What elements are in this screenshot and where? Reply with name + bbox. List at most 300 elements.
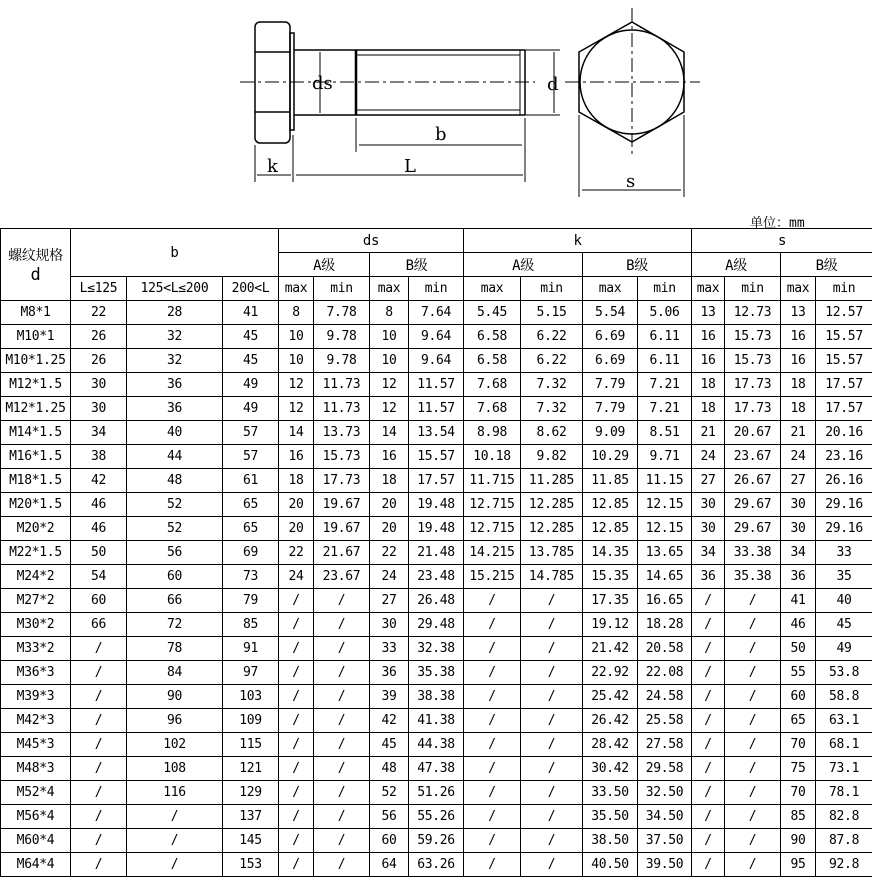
- table-cell: 10: [370, 349, 409, 373]
- table-cell: 90: [781, 829, 816, 853]
- table-row: [1, 349, 872, 373]
- table-cell: 17.57: [816, 397, 872, 421]
- table-cell: /: [725, 685, 781, 709]
- table-cell: 5.15: [521, 301, 583, 325]
- table-cell: /: [314, 709, 370, 733]
- thread-spec-cell: M48*3: [1, 757, 71, 781]
- table-cell: 7.32: [521, 397, 583, 421]
- thread-spec-cell: M12*1.5: [1, 373, 71, 397]
- table-cell: /: [71, 805, 127, 829]
- table-cell: 73: [223, 565, 279, 589]
- header-b-col-2: 125<L≤200: [127, 277, 223, 301]
- table-cell: 8: [279, 301, 314, 325]
- table-cell: 32: [127, 325, 223, 349]
- table-cell: 12.285: [521, 517, 583, 541]
- table-cell: 55.26: [409, 805, 464, 829]
- table-cell: /: [521, 733, 583, 757]
- table-cell: 64: [370, 853, 409, 877]
- table-cell: 8.98: [464, 421, 521, 445]
- table-cell: 63.1: [816, 709, 872, 733]
- thread-spec-cell: M60*4: [1, 829, 71, 853]
- table-cell: /: [279, 853, 314, 877]
- table-cell: 9.82: [521, 445, 583, 469]
- table-cell: 70: [781, 781, 816, 805]
- table-cell: 56: [127, 541, 223, 565]
- table-cell: 11.715: [464, 469, 521, 493]
- table-cell: 103: [223, 685, 279, 709]
- table-cell: 59.26: [409, 829, 464, 853]
- bolt-top-view: [565, 8, 700, 197]
- table-cell: 23.16: [816, 445, 872, 469]
- header-k-grade-b: B级: [583, 253, 692, 277]
- table-cell: 12: [370, 373, 409, 397]
- table-cell: 9.71: [638, 445, 692, 469]
- table-cell: /: [464, 757, 521, 781]
- table-cell: 115: [223, 733, 279, 757]
- thread-spec-cell: M20*2: [1, 517, 71, 541]
- table-cell: 15.57: [816, 325, 872, 349]
- table-cell: /: [692, 589, 725, 613]
- table-cell: 17.57: [409, 469, 464, 493]
- table-cell: /: [71, 661, 127, 685]
- table-cell: 11.73: [314, 373, 370, 397]
- label-b: b: [435, 124, 447, 145]
- table-cell: 16.65: [638, 589, 692, 613]
- table-cell: 12.57: [816, 301, 872, 325]
- unit-label: 单位：mm: [750, 216, 805, 231]
- table-cell: 23.48: [409, 565, 464, 589]
- table-cell: 92.8: [816, 853, 872, 877]
- table-cell: 18: [781, 397, 816, 421]
- table-cell: 24: [692, 445, 725, 469]
- table-cell: 102: [127, 733, 223, 757]
- table-cell: 30: [692, 493, 725, 517]
- table-cell: 20: [279, 493, 314, 517]
- table-cell: 29.67: [725, 493, 781, 517]
- table-row: [1, 589, 872, 613]
- table-cell: 29.48: [409, 613, 464, 637]
- table-cell: 20.67: [725, 421, 781, 445]
- table-cell: 45: [816, 613, 872, 637]
- table-cell: /: [127, 805, 223, 829]
- table-cell: 29.58: [638, 757, 692, 781]
- table-cell: 26: [71, 325, 127, 349]
- label-L: L: [404, 156, 416, 177]
- table-cell: 8.62: [521, 421, 583, 445]
- table-cell: /: [521, 805, 583, 829]
- table-cell: 16: [692, 325, 725, 349]
- table-cell: 40: [816, 589, 872, 613]
- table-cell: /: [127, 853, 223, 877]
- table-cell: 6.69: [583, 325, 638, 349]
- table-cell: 30: [71, 373, 127, 397]
- table-cell: /: [464, 781, 521, 805]
- table-cell: /: [71, 637, 127, 661]
- table-cell: 18.28: [638, 613, 692, 637]
- table-row: [1, 373, 872, 397]
- table-cell: 15.73: [725, 349, 781, 373]
- bolt-side-view: [240, 22, 560, 182]
- table-cell: 19.48: [409, 493, 464, 517]
- table-cell: /: [314, 637, 370, 661]
- table-cell: 6.22: [521, 325, 583, 349]
- table-cell: 40: [127, 421, 223, 445]
- table-cell: 6.69: [583, 349, 638, 373]
- table-cell: 24: [370, 565, 409, 589]
- table-cell: 19.67: [314, 517, 370, 541]
- table-cell: 35: [816, 565, 872, 589]
- table-cell: 17.73: [725, 373, 781, 397]
- table-cell: 33: [370, 637, 409, 661]
- thread-spec-cell: M56*4: [1, 805, 71, 829]
- table-cell: 12.285: [521, 493, 583, 517]
- table-cell: /: [279, 829, 314, 853]
- header-max: max: [279, 277, 314, 301]
- table-cell: /: [692, 781, 725, 805]
- header-max: max: [464, 277, 521, 301]
- table-cell: 24: [781, 445, 816, 469]
- table-cell: /: [71, 709, 127, 733]
- header-spec-d: d: [30, 264, 41, 285]
- table-cell: /: [692, 829, 725, 853]
- table-cell: 7.68: [464, 397, 521, 421]
- table-cell: 14.215: [464, 541, 521, 565]
- table-cell: 28.42: [583, 733, 638, 757]
- table-cell: 12.73: [725, 301, 781, 325]
- table-cell: 50: [781, 637, 816, 661]
- thread-spec-cell: M14*1.5: [1, 421, 71, 445]
- table-cell: 15.57: [409, 445, 464, 469]
- header-min: min: [816, 277, 872, 301]
- table-cell: 52: [127, 517, 223, 541]
- header-ds-grade-b: B级: [370, 253, 464, 277]
- header-max: max: [370, 277, 409, 301]
- table-cell: 75: [781, 757, 816, 781]
- table-cell: 35.50: [583, 805, 638, 829]
- table-cell: /: [279, 637, 314, 661]
- table-cell: 30: [781, 517, 816, 541]
- header-spec: [1, 229, 71, 301]
- table-cell: 7.78: [314, 301, 370, 325]
- table-cell: /: [314, 685, 370, 709]
- table-cell: 49: [223, 373, 279, 397]
- table-cell: /: [521, 829, 583, 853]
- table-cell: 9.78: [314, 325, 370, 349]
- table-cell: 8: [370, 301, 409, 325]
- table-cell: /: [725, 613, 781, 637]
- table-cell: 24: [279, 565, 314, 589]
- table-cell: /: [279, 781, 314, 805]
- table-cell: 60: [127, 565, 223, 589]
- table-cell: 20.58: [638, 637, 692, 661]
- table-row: [1, 805, 872, 829]
- table-cell: 91: [223, 637, 279, 661]
- table-cell: 30: [781, 493, 816, 517]
- table-row: [1, 661, 872, 685]
- table-cell: 9.09: [583, 421, 638, 445]
- table-cell: 41: [781, 589, 816, 613]
- table-cell: /: [692, 805, 725, 829]
- table-cell: /: [464, 637, 521, 661]
- table-cell: 16: [370, 445, 409, 469]
- thread-spec-cell: M30*2: [1, 613, 71, 637]
- table-cell: /: [71, 757, 127, 781]
- table-cell: /: [692, 757, 725, 781]
- table-row: [1, 637, 872, 661]
- table-cell: 22: [370, 541, 409, 565]
- table-cell: /: [725, 781, 781, 805]
- table-cell: 12.715: [464, 493, 521, 517]
- table-cell: 16: [692, 349, 725, 373]
- table-cell: 22.92: [583, 661, 638, 685]
- table-cell: /: [314, 805, 370, 829]
- table-cell: 30: [692, 517, 725, 541]
- table-cell: 27: [370, 589, 409, 613]
- table-cell: /: [464, 733, 521, 757]
- table-cell: 60: [781, 685, 816, 709]
- table-cell: 12.715: [464, 517, 521, 541]
- table-cell: 65: [223, 493, 279, 517]
- table-cell: 48: [370, 757, 409, 781]
- table-cell: 36: [127, 373, 223, 397]
- table-cell: 32: [127, 349, 223, 373]
- table-cell: 32.38: [409, 637, 464, 661]
- thread-spec-cell: M64*4: [1, 853, 71, 877]
- header-min: min: [521, 277, 583, 301]
- table-cell: 38: [71, 445, 127, 469]
- table-cell: 30.42: [583, 757, 638, 781]
- table-cell: 57: [223, 421, 279, 445]
- header-max: max: [692, 277, 725, 301]
- table-cell: 21.42: [583, 637, 638, 661]
- table-cell: 18: [781, 373, 816, 397]
- table-cell: 39: [370, 685, 409, 709]
- table-cell: 33: [816, 541, 872, 565]
- thread-spec-cell: M24*2: [1, 565, 71, 589]
- table-cell: 11.57: [409, 373, 464, 397]
- table-cell: 52: [370, 781, 409, 805]
- table-cell: 45: [223, 349, 279, 373]
- table-cell: 10.18: [464, 445, 521, 469]
- table-row: [1, 853, 872, 877]
- table-cell: 57: [223, 445, 279, 469]
- table-cell: /: [521, 709, 583, 733]
- table-cell: 33.50: [583, 781, 638, 805]
- table-cell: 26.67: [725, 469, 781, 493]
- table-cell: 68.1: [816, 733, 872, 757]
- thread-spec-cell: M10*1.25: [1, 349, 71, 373]
- table-cell: /: [521, 589, 583, 613]
- thread-spec-cell: M22*1.5: [1, 541, 71, 565]
- table-cell: 116: [127, 781, 223, 805]
- table-row: [1, 829, 872, 853]
- table-cell: 7.79: [583, 373, 638, 397]
- table-cell: 79: [223, 589, 279, 613]
- table-cell: 8.51: [638, 421, 692, 445]
- table-cell: 60: [370, 829, 409, 853]
- table-cell: 27.58: [638, 733, 692, 757]
- header-max: max: [781, 277, 816, 301]
- table-cell: 18: [692, 373, 725, 397]
- table-cell: 46: [781, 613, 816, 637]
- table-cell: 12: [370, 397, 409, 421]
- bolt-drawing: [0, 0, 872, 205]
- table-cell: 39.50: [638, 853, 692, 877]
- table-cell: 15.73: [314, 445, 370, 469]
- table-cell: /: [464, 589, 521, 613]
- table-cell: 25.42: [583, 685, 638, 709]
- table-cell: /: [314, 613, 370, 637]
- table-cell: 34.50: [638, 805, 692, 829]
- table-cell: 15.35: [583, 565, 638, 589]
- table-cell: 47.38: [409, 757, 464, 781]
- table-cell: 20: [370, 493, 409, 517]
- table-cell: /: [279, 805, 314, 829]
- table-row: [1, 565, 872, 589]
- table-cell: 5.45: [464, 301, 521, 325]
- table-cell: 66: [127, 589, 223, 613]
- table-cell: 13.54: [409, 421, 464, 445]
- table-cell: 5.06: [638, 301, 692, 325]
- table-cell: 7.64: [409, 301, 464, 325]
- table-cell: 16: [781, 325, 816, 349]
- header-min: min: [314, 277, 370, 301]
- table-cell: 65: [223, 517, 279, 541]
- table-cell: 20: [370, 517, 409, 541]
- table-cell: 36: [370, 661, 409, 685]
- table-cell: 17.73: [725, 397, 781, 421]
- label-k: k: [267, 156, 278, 177]
- header-spec-label: 螺纹规格: [8, 247, 63, 264]
- table-cell: 15.57: [816, 349, 872, 373]
- table-row: [1, 445, 872, 469]
- table-cell: 12.85: [583, 493, 638, 517]
- header-min: min: [725, 277, 781, 301]
- table-cell: 44: [127, 445, 223, 469]
- table-cell: /: [464, 805, 521, 829]
- table-cell: /: [725, 661, 781, 685]
- table-cell: 38.50: [583, 829, 638, 853]
- table-cell: 11.285: [521, 469, 583, 493]
- table-cell: 12.85: [583, 517, 638, 541]
- table-cell: 12: [279, 373, 314, 397]
- table-cell: /: [314, 781, 370, 805]
- table-cell: 13.785: [521, 541, 583, 565]
- table-cell: /: [725, 829, 781, 853]
- table-cell: 129: [223, 781, 279, 805]
- table-cell: 54: [71, 565, 127, 589]
- table-cell: 29.16: [816, 517, 872, 541]
- table-cell: /: [521, 685, 583, 709]
- table-cell: 11.85: [583, 469, 638, 493]
- table-cell: 40.50: [583, 853, 638, 877]
- table-cell: /: [464, 829, 521, 853]
- table-cell: 55: [781, 661, 816, 685]
- thread-spec-cell: M20*1.5: [1, 493, 71, 517]
- table-cell: 17.73: [314, 469, 370, 493]
- header-b: b: [71, 229, 279, 277]
- table-cell: /: [71, 781, 127, 805]
- table-cell: 22.08: [638, 661, 692, 685]
- table-cell: 38.38: [409, 685, 464, 709]
- table-row: [1, 397, 872, 421]
- label-ds: ds: [312, 73, 333, 94]
- table-cell: 53.8: [816, 661, 872, 685]
- table-cell: 42: [71, 469, 127, 493]
- table-cell: 10: [370, 325, 409, 349]
- table-row: [1, 613, 872, 637]
- table-cell: 65: [781, 709, 816, 733]
- table-cell: 78.1: [816, 781, 872, 805]
- table-cell: /: [521, 757, 583, 781]
- table-cell: 18: [279, 469, 314, 493]
- table-cell: 10: [279, 349, 314, 373]
- header-min: min: [638, 277, 692, 301]
- header-b-col-1: L≤125: [71, 277, 127, 301]
- table-cell: /: [692, 661, 725, 685]
- table-cell: 6.22: [521, 349, 583, 373]
- table-cell: /: [692, 853, 725, 877]
- table-row: [1, 325, 872, 349]
- table-row: [1, 685, 872, 709]
- table-cell: /: [314, 589, 370, 613]
- table-cell: 21: [781, 421, 816, 445]
- table-cell: 14.35: [583, 541, 638, 565]
- table-cell: /: [692, 709, 725, 733]
- table-row: [1, 781, 872, 805]
- table-cell: 56: [370, 805, 409, 829]
- table-cell: /: [71, 853, 127, 877]
- table-cell: 41.38: [409, 709, 464, 733]
- table-cell: /: [71, 733, 127, 757]
- table-cell: 24.58: [638, 685, 692, 709]
- table-cell: 18: [370, 469, 409, 493]
- table-cell: 5.54: [583, 301, 638, 325]
- table-row: [1, 733, 872, 757]
- table-cell: 13: [781, 301, 816, 325]
- table-cell: 87.8: [816, 829, 872, 853]
- table-row: [1, 421, 872, 445]
- thread-spec-cell: M16*1.5: [1, 445, 71, 469]
- header-k-grade-a: A级: [464, 253, 583, 277]
- table-cell: /: [314, 853, 370, 877]
- table-row: [1, 517, 872, 541]
- table-cell: 33.38: [725, 541, 781, 565]
- table-cell: 11.15: [638, 469, 692, 493]
- table-cell: /: [464, 661, 521, 685]
- label-s: s: [626, 171, 636, 192]
- table-cell: /: [279, 757, 314, 781]
- table-cell: /: [279, 709, 314, 733]
- table-cell: 137: [223, 805, 279, 829]
- table-cell: 6.11: [638, 325, 692, 349]
- table-cell: /: [692, 685, 725, 709]
- table-cell: /: [725, 757, 781, 781]
- table-cell: 34: [692, 541, 725, 565]
- header-max: max: [583, 277, 638, 301]
- table-cell: 14.785: [521, 565, 583, 589]
- header-k: k: [464, 229, 692, 253]
- table-cell: 60: [71, 589, 127, 613]
- table-cell: 17.35: [583, 589, 638, 613]
- thread-spec-cell: M39*3: [1, 685, 71, 709]
- table-row: [1, 757, 872, 781]
- table-cell: 19.48: [409, 517, 464, 541]
- table-row: [1, 493, 872, 517]
- label-d: d: [547, 74, 559, 95]
- table-cell: 153: [223, 853, 279, 877]
- table-cell: /: [279, 685, 314, 709]
